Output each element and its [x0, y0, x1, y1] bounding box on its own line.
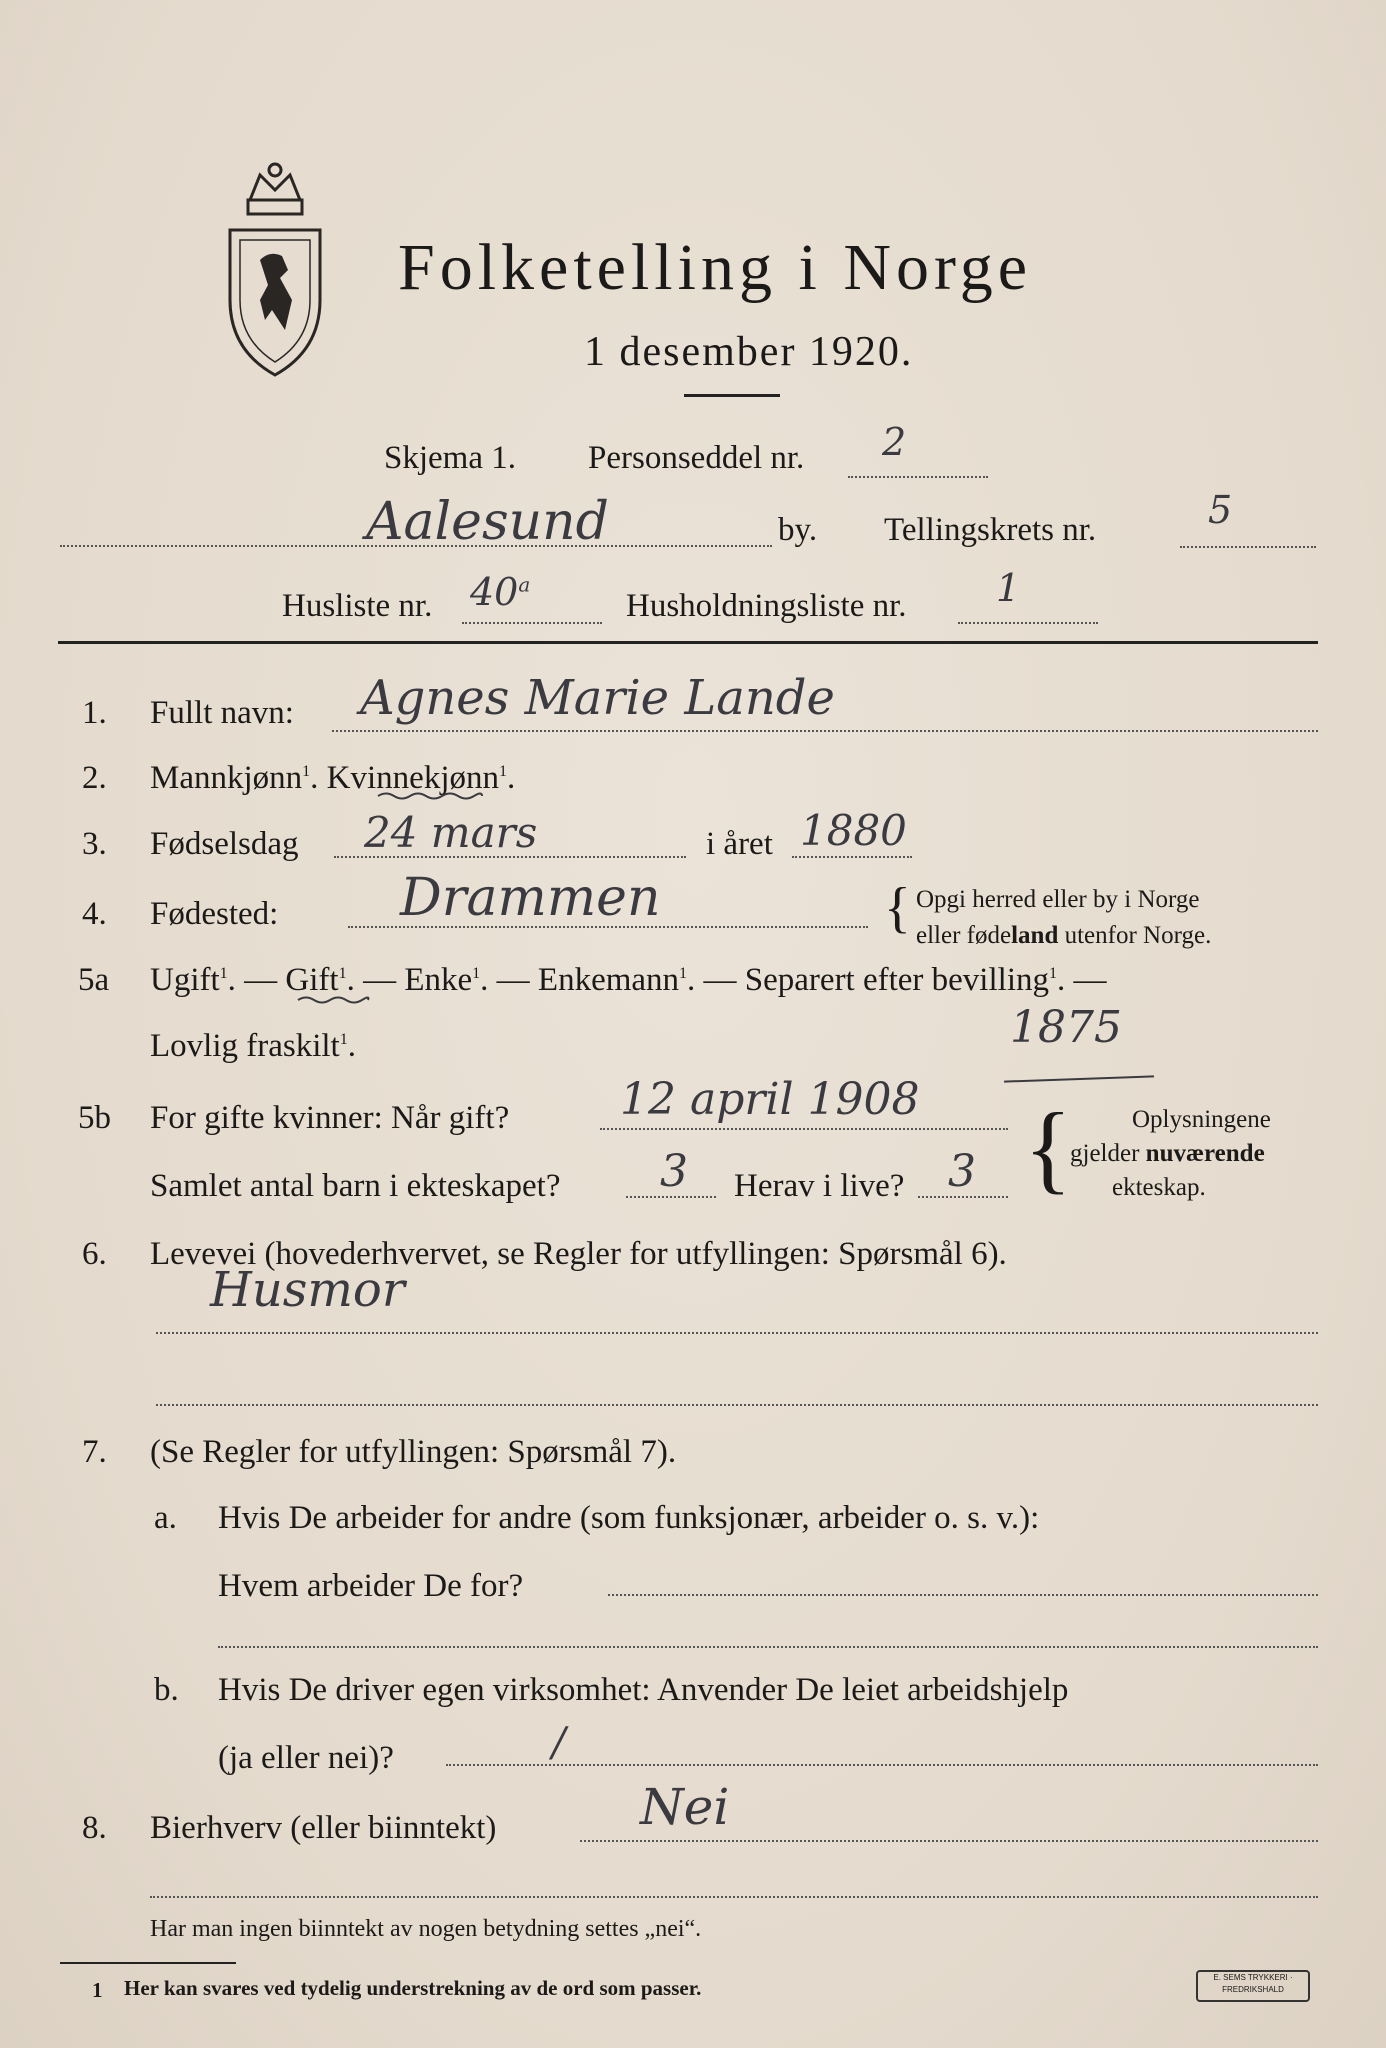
status-ugift[interactable]: Ugift [150, 962, 220, 998]
children-label: Samlet antal barn i ekteskapet? [150, 1168, 561, 1204]
footnote-marker: 1 [679, 965, 688, 982]
underline-female-mark [376, 790, 484, 800]
q5a-annotation: 1875 [1010, 1002, 1122, 1053]
q5b-note-2-pre: gjelder [1070, 1140, 1146, 1167]
q6-line-1 [156, 1332, 1318, 1334]
personseddel-value[interactable]: 2 [882, 420, 907, 464]
q4-bracket: { [884, 877, 911, 939]
footer-note: Har man ingen biinntekt av nogen betydning settes „nei“. [150, 1916, 702, 1942]
by-label: by. [778, 512, 818, 548]
q7b-question: (ja eller nei)? [218, 1740, 394, 1776]
q4-note-2-pre: eller føde [916, 922, 1012, 949]
q3-day-line [334, 856, 686, 858]
q5b-note-3: ekteskap. [1112, 1174, 1206, 1201]
q7-label: (Se Regler for utfyllingen: Spørsmål 7). [150, 1434, 677, 1470]
city-line [60, 545, 772, 547]
q6-line-2 [156, 1404, 1318, 1406]
husliste-superscript: a [518, 572, 531, 597]
q4-line [348, 926, 868, 928]
q5b-note-1: Oplysningene [1132, 1106, 1271, 1133]
q2-options: Mannkjønn$^1$. Kvinnekjønn$^1$. [150, 760, 516, 796]
children-line [626, 1196, 716, 1198]
printer-stamp: E. SEMS TRYKKERI · FREDRIKSHALD [1196, 1970, 1310, 2002]
dash: — [703, 962, 737, 998]
census-date: 1 desember 1920. [584, 329, 914, 375]
q7a-line-2 [218, 1646, 1318, 1648]
q7a-question: Hvem arbeider De for? [218, 1568, 524, 1604]
divider-short [684, 394, 780, 397]
birthday-value[interactable]: 24 mars [364, 808, 538, 857]
q7-number: 7. [82, 1434, 107, 1470]
q4-number: 4. [82, 896, 107, 932]
gender-male-option[interactable]: Mannkjønn [150, 760, 303, 796]
q4-note-2-post: utenfor Norge. [1058, 922, 1212, 949]
status-fraskilt[interactable]: Lovlig fraskilt [150, 1028, 340, 1064]
q5b-bracket: { [1024, 1092, 1072, 1203]
q8-number: 8. [82, 1810, 107, 1846]
q4-note-2 [916, 922, 1211, 950]
footnote-marker: 1 [499, 763, 507, 780]
footnote-marker: 1 [302, 763, 311, 780]
q3-year-line [792, 856, 912, 858]
q1-number: 1. [82, 695, 107, 731]
q7b-mark: / [552, 1720, 566, 1766]
q7b-letter: b. [154, 1672, 179, 1708]
footnote-text [124, 1976, 701, 2001]
header-divider [58, 641, 1318, 644]
birthplace-value[interactable]: Drammen [400, 868, 661, 928]
q5b-line [600, 1128, 1008, 1130]
footnote-marker: 1 [219, 965, 228, 982]
q5a-annotation-line [1004, 1075, 1154, 1082]
q4-note-2-bold: land [1011, 922, 1059, 949]
status-enkemann[interactable]: Enkemann [537, 962, 680, 998]
footnote-number: 1 [92, 1978, 103, 2002]
marriage-date-value[interactable]: 12 april 1908 [620, 1074, 920, 1125]
underline-gift-mark [296, 994, 370, 1004]
norway-coat-of-arms-icon [210, 160, 340, 380]
husliste-label: Husliste nr. [282, 588, 433, 624]
footnote-marker: 1 [1048, 965, 1057, 982]
occupation-value[interactable]: Husmor [210, 1262, 405, 1318]
q6-number: 6. [82, 1236, 107, 1272]
q5a-number: 5a [78, 962, 110, 998]
q3-number: 3. [82, 826, 107, 862]
q3-year-label: i året [706, 826, 773, 862]
dash: — [1073, 962, 1107, 998]
status-fraskilt-wrap: Lovlig fraskilt$^1$. [150, 1028, 356, 1064]
dash: — [496, 962, 530, 998]
q5b-label: For gifte kvinner: Når gift? [150, 1100, 510, 1136]
husholdning-value[interactable]: 1 [996, 566, 1021, 610]
q3-label: Fødselsdag [150, 826, 299, 862]
status-enke[interactable]: Enke [404, 962, 473, 998]
employer-input[interactable] [608, 1594, 1318, 1596]
tellingskrets-line [1180, 546, 1316, 548]
dash: — [363, 962, 397, 998]
alive-line [918, 1196, 1008, 1198]
q5a-options: Ugift$^1$. — Gift$^1$. — Enke$^1$. — Enkemann$^1$. — Separert efter bevilling$^1$. — [150, 962, 1107, 998]
footnote-marker: 1 [472, 965, 481, 982]
q6-label: Levevei (hovederhvervet, se Regler for utfyllingen: Spørsmål 6). [150, 1236, 1007, 1272]
q8-line [580, 1840, 1318, 1842]
q2-number: 2. [82, 760, 107, 796]
birth-year-value[interactable]: 1880 [800, 806, 907, 855]
gender-female-option[interactable]: Kvinnekjønn [326, 760, 499, 796]
personseddel-label: Personseddel nr. [588, 440, 805, 476]
dash: — [244, 962, 278, 998]
alive-value[interactable]: 3 [948, 1146, 976, 1197]
q1-label: Fullt navn: [150, 695, 294, 731]
q5b-note-2 [1070, 1140, 1265, 1168]
hired-help-input[interactable] [446, 1764, 1318, 1766]
q5b-note-2-bold: nuværende [1145, 1140, 1265, 1167]
q4-label: Fødested: [150, 896, 279, 932]
full-name-value[interactable]: Agnes Marie Lande [360, 670, 835, 726]
side-income-value[interactable]: Nei [640, 1778, 730, 1836]
footnote-marker: 1 [339, 1031, 348, 1048]
husliste-value[interactable] [470, 570, 530, 614]
tellingskrets-label: Tellingskrets nr. [884, 512, 1097, 548]
alive-label: Herav i live? [734, 1168, 905, 1204]
footnote-divider [60, 1962, 236, 1964]
husholdning-label: Husholdningsliste nr. [626, 588, 907, 624]
footnote-pre: Her kan svares ved [124, 1976, 301, 2000]
q1-line [332, 730, 1318, 732]
footnote-marker: 1 [338, 965, 347, 982]
city-value[interactable]: Aalesund [366, 492, 609, 552]
form-title: Folketelling i Norge [398, 231, 1033, 304]
schema-label: Skjema 1. [384, 440, 516, 476]
footnote-bold: tydelig understrekning av de ord som passer. [300, 1976, 702, 2000]
q5b-number: 5b [78, 1100, 111, 1136]
status-separert[interactable]: Separert efter bevilling [744, 962, 1049, 998]
children-value[interactable]: 3 [660, 1146, 688, 1197]
husholdning-line [958, 622, 1098, 624]
q7b-text: Hvis De driver egen virksomhet: Anvender De leiet arbeidshjelp [218, 1672, 1069, 1708]
husliste-line [462, 622, 602, 624]
q4-note-1: Opgi herred eller by i Norge [916, 886, 1200, 913]
q8-line-2 [150, 1896, 1318, 1898]
q7a-letter: a. [154, 1500, 177, 1536]
personseddel-line [848, 476, 988, 478]
tellingskrets-value[interactable]: 5 [1208, 488, 1233, 532]
q7a-text: Hvis De arbeider for andre (som funksjonær, arbeider o. s. v.): [218, 1500, 1040, 1536]
q8-label: Bierhverv (eller biinntekt) [150, 1810, 497, 1846]
status-gift[interactable]: Gift [285, 962, 339, 998]
husliste-number: 40 [470, 570, 519, 614]
